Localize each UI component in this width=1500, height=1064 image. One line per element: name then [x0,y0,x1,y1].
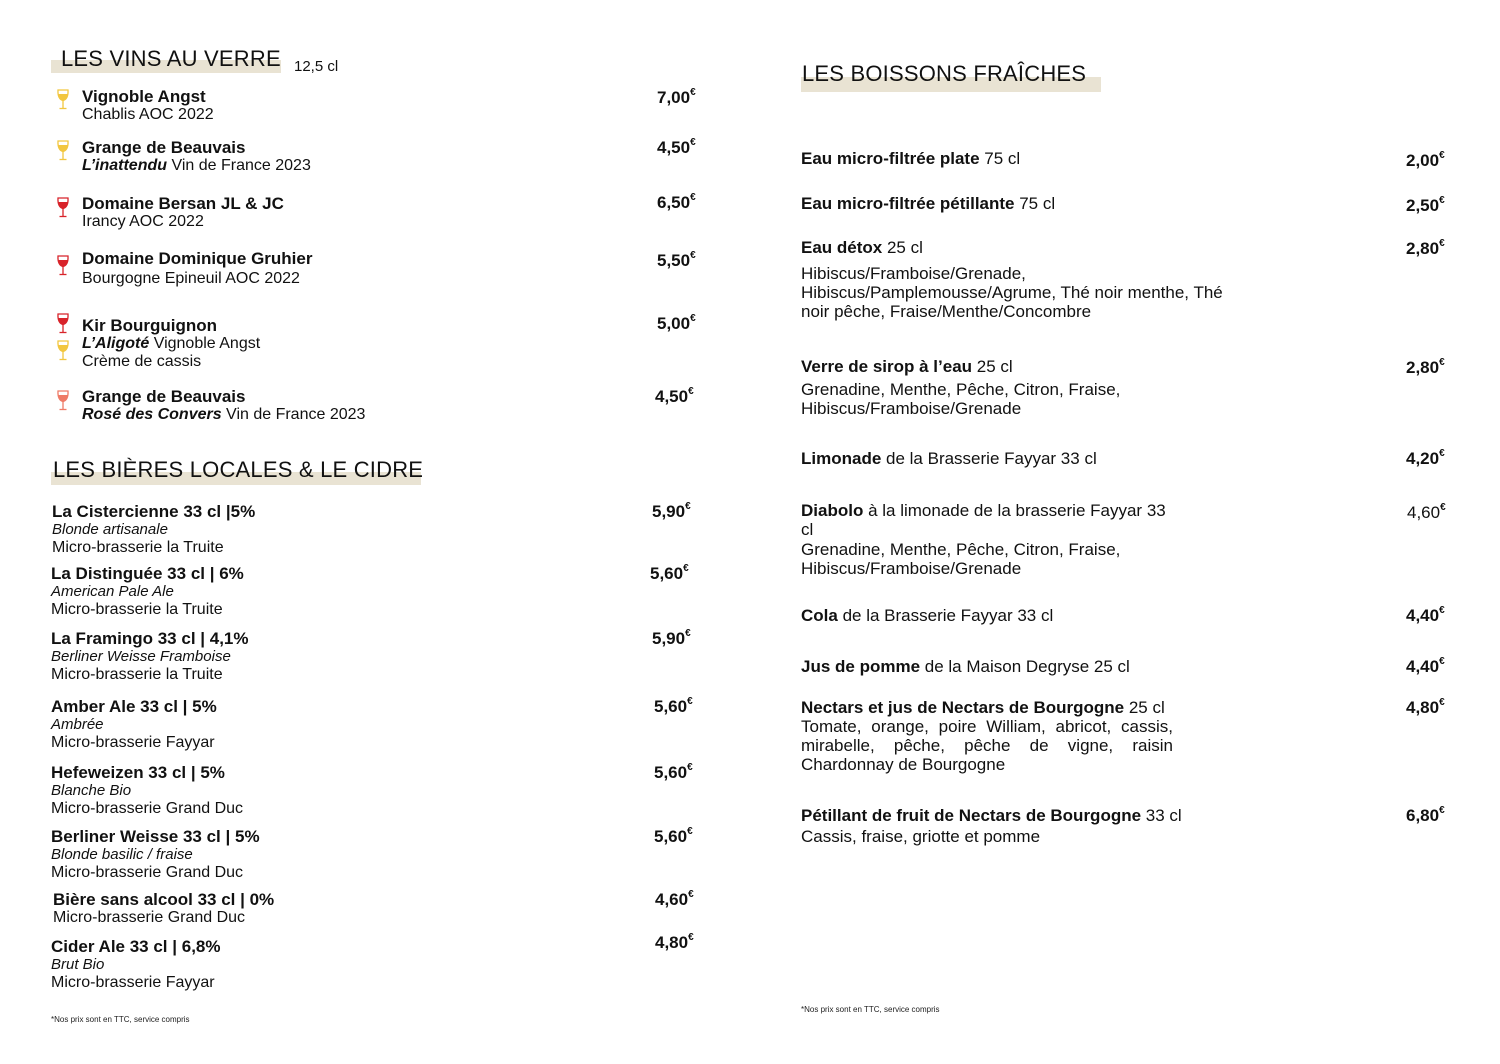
drink-item [801,239,1231,321]
drink-price [1406,606,1445,626]
price-value: 4,20 [1406,449,1440,468]
euro-sign: € [690,87,696,99]
drink-name: Diabolo [801,501,864,520]
euro-sign: € [683,563,689,575]
euro-sign: € [1439,150,1445,162]
beer-name: Cider Ale 33 cl | 6,8% [51,937,221,956]
euro-sign: € [1439,605,1445,617]
euro-sign: € [687,826,693,838]
drink-flavours: Cassis, fraise, griotte et pomme [801,827,1041,846]
drink-volume: à la limonade de la brasserie Fayyar 33 cl [801,501,1166,539]
price-value: 7,00 [657,88,691,107]
beer-brewery: Micro-brasserie la Truite [51,666,223,683]
wine-price [657,138,696,158]
drink-price [1406,698,1445,718]
wine-name: Grange de Beauvais [82,138,246,157]
beer-style: Blonde basilic / fraise [51,846,193,863]
beer-brewery: Micro-brasserie la Truite [51,601,223,618]
beer-style: Brut Bio [51,956,105,973]
drink-name: Pétillant de fruit de Nectars de Bourgogne [801,806,1142,825]
euro-sign: € [1439,805,1445,817]
drink-item [801,699,1231,774]
beer-name: La Distinguée 33 cl | 6% [51,564,244,583]
drink-name: Eau micro-filtrée pétillante [801,194,1015,213]
price-value: 5,60 [654,763,688,782]
rose-wine-glass-icon [55,389,71,413]
beer-item [53,891,274,927]
euro-sign: € [685,628,691,640]
euro-sign: € [1439,697,1445,709]
wine-price [657,193,696,213]
drink-volume: 25 cl [1124,698,1165,717]
price-value: 5,60 [654,827,688,846]
drink-price [1406,449,1445,469]
beer-item [51,698,217,752]
drink-volume: 75 cl [979,149,1021,168]
euro-sign: € [687,696,693,708]
beer-brewery: Micro-brasserie Grand Duc [51,864,244,881]
drink-volume: de la Maison Degryse 25 cl [920,657,1130,676]
beer-name: Hefeweizen 33 cl | 5% [51,763,225,782]
euro-sign: € [1439,238,1445,250]
euro-sign: € [690,313,696,325]
beer-brewery: Micro-brasserie la Truite [52,539,224,556]
beer-price [655,890,694,910]
drink-name: Verre de sirop à l’eau [801,357,973,376]
beer-brewery: Micro-brasserie Grand Duc [53,909,246,926]
euro-sign: € [1440,502,1446,514]
euro-sign: € [688,932,694,944]
euro-sign: € [1439,448,1445,460]
beer-name: Berliner Weisse 33 cl | 5% [51,827,260,846]
wine-name: Grange de Beauvais [82,387,246,406]
drink-price [1406,239,1445,259]
drink-price [1406,151,1445,171]
drink-item [801,450,1231,468]
wines-section-title: LES VINS AU VERRE [61,46,281,71]
price-value: 4,60 [655,890,689,909]
wine-appellation: Irancy AOC 2022 [82,213,204,230]
price-value: 4,50 [655,387,689,406]
price-value: 5,90 [652,629,686,648]
price-value: 4,40 [1406,606,1440,625]
beer-item [51,764,243,818]
wine-price [657,88,696,108]
drink-item [801,807,1251,846]
price-value: 4,50 [657,138,691,157]
drink-name: Eau détox [801,238,883,257]
euro-sign: € [687,762,693,774]
beer-style: American Pale Ale [51,583,174,600]
beer-style: Blonde artisanale [52,521,168,538]
red-wine-glass-icon [55,196,71,220]
beer-price [654,763,693,783]
price-value: 5,90 [652,502,686,521]
beer-price [652,502,691,522]
drink-item [801,658,1231,676]
white-wine-glass-icon [55,88,71,112]
red-wine-glass-icon [55,254,71,278]
beer-item [51,938,221,992]
wine-extra: Crème de cassis [82,353,202,370]
wine-cuvee: L’inattendu [82,157,168,174]
soft-drinks-section-title: LES BOISSONS FRAÎCHES [802,61,1087,86]
drink-volume: 25 cl [972,357,1013,376]
drink-price [1406,196,1445,216]
drink-item [801,501,1176,578]
drink-flavours: Tomate, orange, poire William, abricot, cassis, mirabelle, pêche, pêche de vigne, raisin Chardonnay de Bourgogne [801,717,1173,774]
wine-name: Vignoble Angst [82,87,206,106]
beer-name: Amber Ale 33 cl | 5% [51,697,217,716]
beer-price [650,564,689,584]
drink-volume: de la Brasserie Fayyar 33 cl [881,449,1097,468]
euro-sign: € [690,137,696,149]
price-value: 4,40 [1406,657,1440,676]
euro-sign: € [688,386,694,398]
drink-price [1406,657,1445,677]
price-value: 5,60 [654,697,688,716]
beer-style: Berliner Weisse Framboise [51,648,231,665]
beer-item [51,828,260,882]
price-value: 2,00 [1406,151,1440,170]
drink-price [1406,806,1445,826]
drink-price [1406,358,1445,378]
wine-item [82,139,311,175]
beer-brewery: Micro-brasserie Fayyar [51,734,215,751]
beer-price [652,629,691,649]
price-value: 4,80 [655,933,689,952]
euro-sign: € [1439,195,1445,207]
drink-flavours: Grenadine, Menthe, Pêche, Citron, Fraise, Hibiscus/Framboise/Grenade [801,380,1121,418]
wine-name: Domaine Dominique Gruhier [82,249,313,268]
beer-item [52,503,255,557]
price-value: 2,50 [1406,196,1440,215]
wine-item [82,195,284,231]
wine-item [82,317,260,371]
euro-sign: € [685,501,691,513]
drink-volume: de la Brasserie Fayyar 33 cl [837,606,1054,625]
wine-item [82,388,365,424]
beer-price [654,697,693,717]
price-value: 5,00 [657,314,691,333]
footnote-right: *Nos prix sont en TTC, service compris [801,1005,940,1014]
drink-name: Nectars et jus de Nectars de Bourgogne [801,698,1125,717]
drink-volume: 33 cl [1141,806,1182,825]
price-value: 2,80 [1406,239,1440,258]
price-value: 6,80 [1406,806,1440,825]
wine-name: Domaine Bersan JL & JC [82,194,284,213]
price-value: 5,50 [657,251,691,270]
drink-price [1407,503,1446,523]
wine-price [655,387,694,407]
white-wine-glass-icon [55,339,71,363]
drink-name: Cola [801,606,838,625]
wine-item [82,250,312,288]
price-value: 4,80 [1406,698,1440,717]
drink-name: Limonade [801,449,882,468]
wine-appellation: Chablis AOC 2022 [82,106,214,123]
wine-appellation: Bourgogne Epineuil AOC 2022 [82,270,300,287]
euro-sign: € [690,250,696,262]
price-value: 2,80 [1406,358,1440,377]
drink-item [801,195,1231,213]
beer-price [655,933,694,953]
beer-style: Ambrée [51,716,104,733]
drink-flavours: Hibiscus/Framboise/Grenade, Hibiscus/Pamplemousse/Agrume, Thé noir menthe, Thé noir pêche, Fraise/Menthe/Concombre [801,264,1223,321]
wine-appellation: Vin de France 2023 [167,157,311,174]
wines-volume: 12,5 cl [294,58,339,75]
wine-appellation: Vignoble Angst [149,335,261,352]
red-wine-glass-icon [55,312,71,336]
wine-price [657,251,696,271]
beer-name: La Framingo 33 cl | 4,1% [51,629,249,648]
beer-item [51,565,244,619]
drink-item [801,358,1161,418]
price-value: 4,60 [1407,503,1441,522]
wine-name: Kir Bourguignon [82,316,218,335]
wine-appellation: Vin de France 2023 [221,406,366,423]
wine-item [82,88,214,124]
wine-cuvee: Rosé des Convers [82,406,222,423]
beer-brewery: Micro-brasserie Fayyar [51,974,215,991]
drink-item [801,607,1231,625]
drink-flavours: Grenadine, Menthe, Pêche, Citron, Fraise, Hibiscus/Framboise/Grenade [801,540,1121,578]
euro-sign: € [688,889,694,901]
beer-brewery: Micro-brasserie Grand Duc [51,800,244,817]
beer-name: La Cistercienne 33 cl |5% [52,502,256,521]
beer-price [654,827,693,847]
drink-volume: 75 cl [1014,194,1056,213]
footnote-left: *Nos prix sont en TTC, service compris [51,1015,190,1024]
price-value: 6,50 [657,193,691,212]
beer-name: Bière sans alcool 33 cl | 0% [53,890,275,909]
drink-item [801,150,1231,168]
wine-price [657,314,696,334]
euro-sign: € [1439,357,1445,369]
drink-name: Eau micro-filtrée plate [801,149,980,168]
euro-sign: € [1439,656,1445,668]
drink-volume: 25 cl [882,238,923,257]
price-value: 5,60 [650,564,684,583]
beers-section-title: LES BIÈRES LOCALES & LE CIDRE [53,457,424,482]
beer-style: Blanche Bio [51,782,132,799]
white-wine-glass-icon [55,139,71,163]
drink-name: Jus de pomme [801,657,921,676]
euro-sign: € [690,192,696,204]
beer-item [51,630,249,684]
wine-cuvee: L’Aligoté [82,335,150,352]
